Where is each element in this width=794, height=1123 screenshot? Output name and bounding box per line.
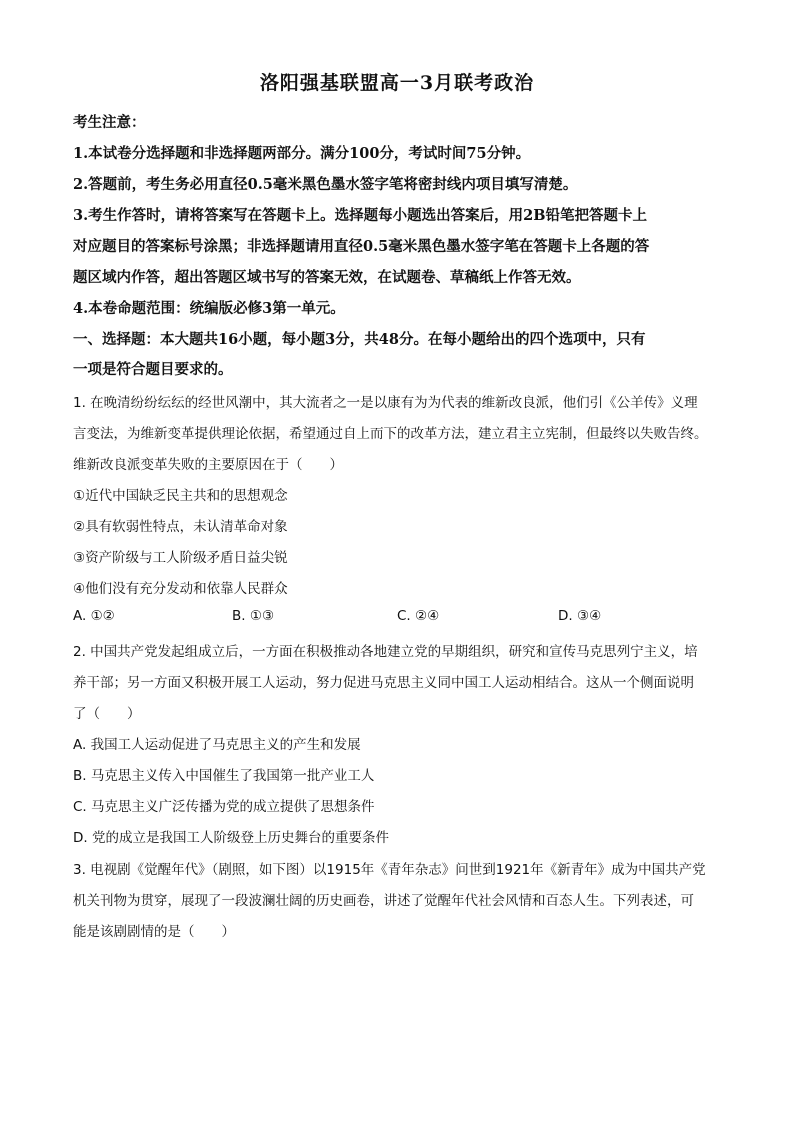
notice-item-2: 2.答题前，考生务必用直径0.5毫米黑色墨水签字笔将密封线内项目填写清楚。 bbox=[73, 176, 578, 193]
notice-item-3-cont-1: 对应题目的答案标号涂黑；非选择题请用直径0.5毫米黑色墨水签字笔在答题卡上各题的答 bbox=[73, 238, 650, 255]
q1-statement-3: ③资产阶级与工人阶级矛盾日益尖锐 bbox=[73, 550, 288, 566]
q2-option-d[interactable]: D. 党的成立是我国工人阶级登上历史舞台的重要条件 bbox=[73, 830, 389, 846]
q3-stem-line-3: 能是该剧剧情的是（ ） bbox=[73, 924, 235, 940]
notice-item-3: 3.考生作答时，请将答案写在答题卡上。选择题每小题选出答案后，用2B铅笔把答题卡上 bbox=[73, 207, 647, 224]
q1-stem-line-3: 维新改良派变革失败的主要原因在于（ ） bbox=[73, 457, 343, 473]
q1-stem-line-1: 1. 在晚清纷纷纭纭的经世风潮中，其大流者之一是以康有为为代表的维新改良派，他们引《公羊传》义理 bbox=[73, 395, 698, 411]
q1-statement-2: ②具有软弱性特点，未认清革命对象 bbox=[73, 519, 288, 535]
q2-option-a[interactable]: A. 我国工人运动促进了马克思主义的产生和发展 bbox=[73, 737, 361, 753]
notice-item-1: 1.本试卷分选择题和非选择题两部分。满分100分，考试时间75分钟。 bbox=[73, 145, 531, 162]
notice-item-4: 4.本卷命题范围：统编版必修3第一单元。 bbox=[73, 300, 345, 317]
q2-stem-line-1: 2. 中国共产党发起组成立后，一方面在积极推动各地建立党的早期组织，研究和宣传马克思列宁主义，培 bbox=[73, 644, 698, 660]
notice-heading: 考生注意： bbox=[73, 114, 146, 131]
q2-stem-line-2: 养干部；另一方面又积极开展工人运动，努力促进马克思主义同中国工人运动相结合。这从一个侧面说明 bbox=[73, 675, 694, 691]
q2-stem-line-3: 了（ ） bbox=[73, 706, 141, 722]
q1-option-c[interactable]: C. ②④ bbox=[397, 608, 440, 624]
q2-option-b[interactable]: B. 马克思主义传入中国催生了我国第一批产业工人 bbox=[73, 768, 375, 784]
q1-statement-4: ④他们没有充分发动和依靠人民群众 bbox=[73, 581, 288, 597]
q1-stem-line-2: 言变法，为维新变革提供理论依据，希望通过自上而下的改革方法，建立君主立宪制，但最终以失败告终。 bbox=[73, 426, 708, 442]
q1-statement-1: ①近代中国缺乏民主共和的思想观念 bbox=[73, 488, 288, 504]
q1-option-a[interactable]: A. ①② bbox=[73, 608, 115, 624]
q2-option-c[interactable]: C. 马克思主义广泛传播为党的成立提供了思想条件 bbox=[73, 799, 375, 815]
section-heading-cont: 一项是符合题目要求的。 bbox=[73, 361, 233, 378]
notice-item-3-cont-2: 题区域内作答，超出答题区域书写的答案无效，在试题卷、草稿纸上作答无效。 bbox=[73, 269, 581, 286]
section-heading: 一、选择题：本大题共16小题，每小题3分，共48分。在每小题给出的四个选项中，只有 bbox=[73, 331, 646, 348]
q1-option-d[interactable]: D. ③④ bbox=[558, 608, 602, 624]
q1-option-b[interactable]: B. ①③ bbox=[232, 608, 275, 624]
q3-stem-line-1: 3. 电视剧《觉醒年代》（剧照，如下图）以1915年《青年杂志》问世到1921年《新青年》成为中国共产党 bbox=[73, 862, 706, 878]
q3-stem-line-2: 机关刊物为贯穿，展现了一段波澜壮阔的历史画卷，讲述了觉醒年代社会风情和百态人生。下列表述，可 bbox=[73, 893, 694, 909]
page-title: 洛阳强基联盟高一3月联考政治 bbox=[259, 72, 535, 94]
